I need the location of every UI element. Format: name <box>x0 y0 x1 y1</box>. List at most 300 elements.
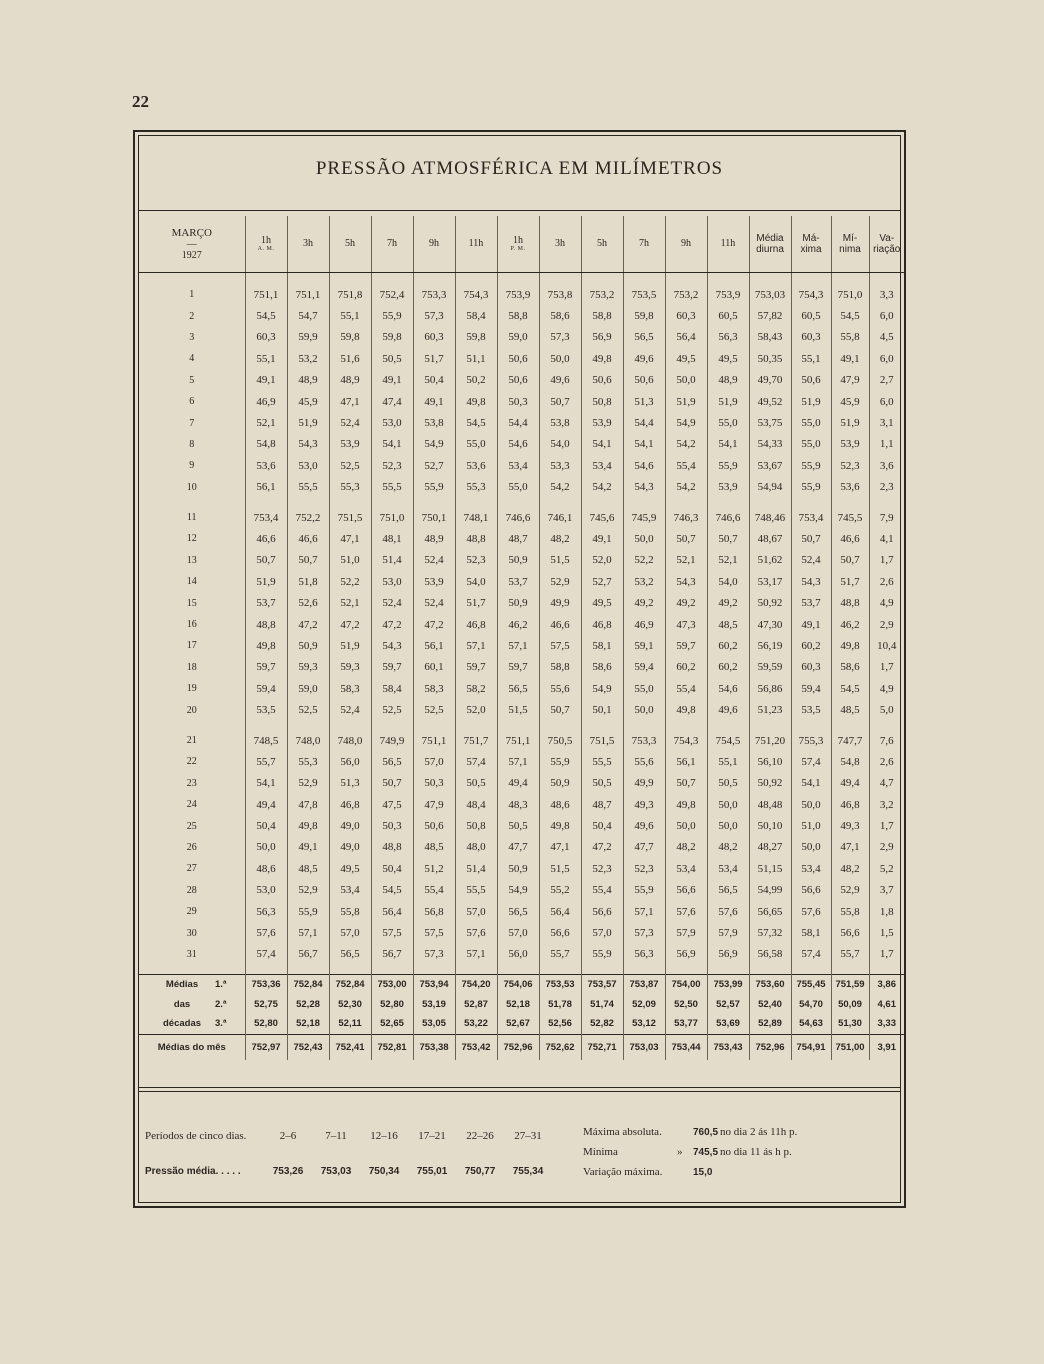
minima-cell: 54,8 <box>831 751 869 772</box>
table-row <box>139 284 904 305</box>
pressure-cell: 51,1 <box>455 348 497 369</box>
pressure-cell: 55,3 <box>329 477 371 498</box>
pressure-cell: 55,1 <box>707 751 749 772</box>
pressure-cell: 60,2 <box>665 657 707 678</box>
pressure-cell: 753,5 <box>623 284 665 305</box>
pressure-cell: 753,2 <box>665 284 707 305</box>
pressure-cell: 60,2 <box>707 635 749 656</box>
hour-header <box>329 216 371 272</box>
maxima-cell: 51,9 <box>791 391 831 412</box>
pressure-cell: 52,7 <box>413 455 455 476</box>
spacer-cell <box>749 498 791 507</box>
pressure-cell: 49,5 <box>707 348 749 369</box>
spacer-cell <box>665 721 707 730</box>
table-row <box>139 412 904 433</box>
pressure-cell: 57,6 <box>665 901 707 922</box>
pressure-cell: 52,1 <box>665 550 707 571</box>
pressure-cell: 749,9 <box>371 730 413 751</box>
decade-mean-label <box>139 974 245 994</box>
pressure-cell: 53,4 <box>707 858 749 879</box>
decade-ordinal: 2.ª <box>215 998 227 1010</box>
page-title: PRESSÃO ATMOSFÉRICA EM MILÍMETROS <box>315 158 724 179</box>
pressure-cell: 51,5 <box>539 550 581 571</box>
spacer-cell <box>287 272 329 284</box>
variacao-cell: 5,0 <box>869 699 904 720</box>
mean-media-cell: 52,40 <box>749 994 791 1014</box>
table-row <box>139 858 904 879</box>
minima-cell: 53,6 <box>831 477 869 498</box>
hour-header <box>539 216 581 272</box>
pressure-cell: 50,0 <box>665 370 707 391</box>
mean-cell: 53,22 <box>455 1014 497 1034</box>
pressure-cell: 52,9 <box>287 773 329 794</box>
hour-label: 11h <box>720 238 736 250</box>
period-range: 12–16 <box>370 1130 398 1142</box>
pressure-cell: 59,8 <box>329 327 371 348</box>
pressure-cell: 52,1 <box>245 412 287 433</box>
pressure-cell: 50,4 <box>371 858 413 879</box>
pressure-cell: 49,6 <box>539 370 581 391</box>
pressure-cell: 57,3 <box>413 944 455 965</box>
mean-cell: 52,09 <box>623 994 665 1014</box>
media-diurna-cell: 49,70 <box>749 370 791 391</box>
maxima-cell: 51,0 <box>791 815 831 836</box>
pressure-cell: 49,2 <box>623 592 665 613</box>
pressure-table <box>139 216 904 1060</box>
decade-ordinal: 3.ª <box>215 1018 227 1030</box>
pressure-cell: 50,9 <box>497 592 539 613</box>
mean-cell: 752,84 <box>329 974 371 994</box>
pressure-cell: 52,4 <box>329 699 371 720</box>
pressure-cell: 55,5 <box>455 880 497 901</box>
hour-label: 11h <box>468 238 484 250</box>
pressure-cell: 53,9 <box>581 412 623 433</box>
minima-cell: 55,7 <box>831 944 869 965</box>
pressure-cell: 53,3 <box>539 455 581 476</box>
variacao-cell: 6,0 <box>869 391 904 412</box>
pressure-cell: 54,1 <box>245 773 287 794</box>
pressure-cell: 59,3 <box>329 657 371 678</box>
pressure-cell: 54,9 <box>665 412 707 433</box>
pressure-cell: 53,9 <box>413 571 455 592</box>
pressure-cell: 49,1 <box>287 837 329 858</box>
pressure-cell: 48,8 <box>245 614 287 635</box>
day-cell: 15 <box>186 597 197 609</box>
pressure-cell: 54,1 <box>581 434 623 455</box>
day-cell: 5 <box>189 374 195 386</box>
table-row <box>139 370 904 391</box>
pressure-cell: 750,1 <box>413 507 455 528</box>
mean-min-cell: 751,59 <box>831 974 869 994</box>
variacao-cell: 4,9 <box>869 592 904 613</box>
pressure-cell: 48,2 <box>539 528 581 549</box>
table-row <box>139 815 904 836</box>
maxima-cell: 60,3 <box>791 327 831 348</box>
pressure-cell: 48,5 <box>707 614 749 635</box>
pressure-cell: 56,5 <box>623 327 665 348</box>
variacao-cell: 6,0 <box>869 305 904 326</box>
variacao-cell: 1,7 <box>869 944 904 965</box>
pressure-cell: 56,1 <box>413 635 455 656</box>
spacer-cell <box>869 721 904 730</box>
minima-cell: 51,7 <box>831 571 869 592</box>
variacao-cell: 1,5 <box>869 922 904 943</box>
spacer-cell <box>791 965 831 974</box>
pressure-cell: 49,2 <box>707 592 749 613</box>
pressure-cell: 49,3 <box>623 794 665 815</box>
table-row <box>139 944 904 965</box>
year-label: 1927 <box>181 249 202 261</box>
hour-header <box>413 216 455 272</box>
pressure-cell: 53,9 <box>707 477 749 498</box>
spacer-cell <box>139 272 245 284</box>
mean-cell: 52,87 <box>455 994 497 1014</box>
pressure-cell: 58,8 <box>581 305 623 326</box>
pressure-cell: 54,1 <box>623 434 665 455</box>
media-diurna-cell: 753,03 <box>749 284 791 305</box>
day-cell: 20 <box>186 704 197 716</box>
pressure-cell: 55,9 <box>539 751 581 772</box>
minima-cell: 49,1 <box>831 348 869 369</box>
pressure-cell: 58,6 <box>581 657 623 678</box>
pressure-cell: 51,9 <box>707 391 749 412</box>
media-diurna-cell: 57,32 <box>749 922 791 943</box>
day-cell: 7 <box>189 417 195 429</box>
pressure-cell: 55,0 <box>623 678 665 699</box>
pressure-cell: 53,7 <box>497 571 539 592</box>
table-row <box>139 699 904 720</box>
pressure-cell: 55,9 <box>413 477 455 498</box>
pressure-cell: 51,5 <box>539 858 581 879</box>
day-cell: 19 <box>186 683 197 695</box>
spacer-cell <box>413 721 455 730</box>
month-mean-cell: 752,43 <box>287 1034 329 1060</box>
month-mean-cell: 752,41 <box>329 1034 371 1060</box>
maxima-cell: 55,9 <box>791 455 831 476</box>
media-diurna-cell: 48,27 <box>749 837 791 858</box>
variacao-cell: 4,5 <box>869 327 904 348</box>
pressure-cell: 60,5 <box>707 305 749 326</box>
pressure-cell: 57,1 <box>623 901 665 922</box>
table-row <box>139 477 904 498</box>
pressure-cell: 751,0 <box>371 507 413 528</box>
minima-cell: 55,8 <box>831 901 869 922</box>
pressure-cell: 58,8 <box>497 305 539 326</box>
day-cell: 2 <box>189 310 195 322</box>
pressure-cell: 52,1 <box>329 592 371 613</box>
pressure-cell: 50,8 <box>455 815 497 836</box>
day-cell: 13 <box>186 554 197 566</box>
hour-label: 3h <box>303 238 313 250</box>
table-row <box>139 391 904 412</box>
maxima-cell: 57,4 <box>791 751 831 772</box>
month-mean-label: Médias do mês <box>139 1034 245 1060</box>
pressure-cell: 49,8 <box>581 348 623 369</box>
pressure-cell: 54,3 <box>665 571 707 592</box>
variacao-cell: 3,2 <box>869 794 904 815</box>
maxima-cell: 55,0 <box>791 434 831 455</box>
minima-cell: 51,9 <box>831 412 869 433</box>
mean-cell: 52,56 <box>539 1014 581 1034</box>
pressure-cell: 56,5 <box>371 751 413 772</box>
pressure-cell: 52,3 <box>581 858 623 879</box>
pressure-cell: 51,9 <box>287 412 329 433</box>
pressure-cell: 53,8 <box>539 412 581 433</box>
pressure-cell: 50,6 <box>497 348 539 369</box>
pressure-cell: 56,9 <box>665 944 707 965</box>
minima-cell: 46,8 <box>831 794 869 815</box>
media-diurna-cell: 51,23 <box>749 699 791 720</box>
media-diurna-cell: 47,30 <box>749 614 791 635</box>
pressure-cell: 57,3 <box>413 305 455 326</box>
pressure-cell: 59,3 <box>287 657 329 678</box>
mean-var-cell: 3,86 <box>869 974 904 994</box>
pressure-cell: 52,5 <box>287 699 329 720</box>
pressure-cell: 50,2 <box>455 370 497 391</box>
pressure-cell: 54,4 <box>497 412 539 433</box>
pressure-cell: 58,8 <box>539 657 581 678</box>
variacao-cell: 10,4 <box>869 635 904 656</box>
spacer-row <box>139 721 904 730</box>
pressure-cell: 750,5 <box>539 730 581 751</box>
pressure-cell: 59,9 <box>287 327 329 348</box>
spacer-cell <box>623 498 665 507</box>
spacer-cell <box>413 498 455 507</box>
pressure-cell: 752,4 <box>371 284 413 305</box>
pressure-cell: 54,2 <box>581 477 623 498</box>
pressure-cell: 46,8 <box>329 794 371 815</box>
variacao-header <box>869 216 904 272</box>
spacer-cell <box>623 965 665 974</box>
table-row <box>139 922 904 943</box>
pressure-cell: 49,0 <box>329 837 371 858</box>
pressure-cell: 52,5 <box>329 455 371 476</box>
pressure-cell: 48,4 <box>455 794 497 815</box>
spacer-cell <box>245 272 287 284</box>
media-diurna-cell: 57,82 <box>749 305 791 326</box>
day-cell: 17 <box>186 640 197 652</box>
maxima-cell: 60,5 <box>791 305 831 326</box>
day-cell: 24 <box>186 799 197 811</box>
pressure-cell: 50,6 <box>497 370 539 391</box>
maxima-cell: 753,4 <box>791 507 831 528</box>
spacer-cell <box>455 965 497 974</box>
media-diurna-cell: 53,17 <box>749 571 791 592</box>
pressure-cell: 57,1 <box>455 944 497 965</box>
table-row <box>139 794 904 815</box>
pressure-cell: 748,1 <box>455 507 497 528</box>
table-row <box>139 327 904 348</box>
minima-cell: 46,2 <box>831 614 869 635</box>
table-row <box>139 657 904 678</box>
mean-var-cell: 3,33 <box>869 1014 904 1034</box>
mean-cell: 52,50 <box>665 994 707 1014</box>
hour-header <box>623 216 665 272</box>
variacao-cell: 4,7 <box>869 773 904 794</box>
pressure-cell: 50,0 <box>707 815 749 836</box>
minima-cell: 47,1 <box>831 837 869 858</box>
maxima-cell: 60,2 <box>791 635 831 656</box>
table-row <box>139 635 904 656</box>
table-row <box>139 773 904 794</box>
pressure-cell: 51,6 <box>329 348 371 369</box>
hour-header <box>245 216 287 272</box>
pressure-cell: 51,9 <box>665 391 707 412</box>
pressure-cell: 53,7 <box>245 592 287 613</box>
pressure-cell: 56,6 <box>665 880 707 901</box>
spacer-cell <box>539 272 581 284</box>
pressure-cell: 59,1 <box>623 635 665 656</box>
hour-sub-label: P. M. <box>510 246 526 253</box>
table-row <box>139 880 904 901</box>
pressure-cell: 55,0 <box>455 434 497 455</box>
pressure-cell: 47,9 <box>413 794 455 815</box>
pressure-cell: 58,2 <box>455 678 497 699</box>
mean-cell: 753,57 <box>581 974 623 994</box>
pressure-cell: 57,4 <box>455 751 497 772</box>
day-cell: 18 <box>186 661 197 673</box>
maxima-cell: 55,9 <box>791 477 831 498</box>
pressure-cell: 54,5 <box>245 305 287 326</box>
mean-cell: 754,06 <box>497 974 539 994</box>
minima-cell: 46,6 <box>831 528 869 549</box>
pressure-cell: 55,1 <box>329 305 371 326</box>
pressure-cell: 50,0 <box>245 837 287 858</box>
pressure-cell: 52,3 <box>623 858 665 879</box>
minima-cell: 45,9 <box>831 391 869 412</box>
pressure-cell: 49,0 <box>329 815 371 836</box>
pressure-cell: 47,3 <box>665 614 707 635</box>
pressure-cell: 54,3 <box>287 434 329 455</box>
pressure-cell: 52,4 <box>413 592 455 613</box>
maxima-cell: 56,6 <box>791 880 831 901</box>
pressure-cell: 56,6 <box>539 922 581 943</box>
media-diurna-cell: 56,58 <box>749 944 791 965</box>
pressure-cell: 54,0 <box>707 571 749 592</box>
pressure-cell: 56,6 <box>581 901 623 922</box>
spacer-cell <box>371 965 413 974</box>
hour-header <box>707 216 749 272</box>
pressure-cell: 751,5 <box>581 730 623 751</box>
pressure-cell: 54,6 <box>707 678 749 699</box>
minima-cell: 48,2 <box>831 858 869 879</box>
spacer-cell <box>245 498 287 507</box>
month-mean-cell: 753,42 <box>455 1034 497 1060</box>
pressure-cell: 753,9 <box>497 284 539 305</box>
pressure-cell: 48,9 <box>413 528 455 549</box>
header-text: nima <box>839 243 861 255</box>
media-diurna-cell: 56,86 <box>749 678 791 699</box>
pressure-cell: 57,3 <box>623 922 665 943</box>
pressure-cell: 47,1 <box>539 837 581 858</box>
mean-cell: 52,30 <box>329 994 371 1014</box>
media-diurna-cell: 56,65 <box>749 901 791 922</box>
maxima-cell: 50,0 <box>791 794 831 815</box>
spacer-cell <box>329 272 371 284</box>
pressure-cell: 57,0 <box>413 751 455 772</box>
spacer-cell <box>497 965 539 974</box>
minima-cell: 53,9 <box>831 434 869 455</box>
minima-cell: 56,6 <box>831 922 869 943</box>
spacer-cell <box>371 721 413 730</box>
pressure-cell: 45,9 <box>287 391 329 412</box>
mean-cell: 53,05 <box>413 1014 455 1034</box>
pressure-cell: 47,2 <box>287 614 329 635</box>
pressure-cell: 52,5 <box>413 699 455 720</box>
pressure-cell: 46,6 <box>245 528 287 549</box>
pressure-cell: 49,2 <box>665 592 707 613</box>
minima-cell: 49,3 <box>831 815 869 836</box>
pressure-cell: 51,5 <box>497 699 539 720</box>
pressure-cell: 51,8 <box>287 571 329 592</box>
mean-media-cell: 753,60 <box>749 974 791 994</box>
minima-cell: 54,5 <box>831 305 869 326</box>
header-text: Va- <box>879 232 895 244</box>
variacao-cell: 1,7 <box>869 550 904 571</box>
spacer-cell <box>139 721 245 730</box>
pressure-cell: 56,0 <box>329 751 371 772</box>
minima-cell: 48,5 <box>831 699 869 720</box>
month-mean-cell: 753,38 <box>413 1034 455 1060</box>
pressure-cell: 51,4 <box>455 858 497 879</box>
pressure-cell: 53,4 <box>329 880 371 901</box>
media-diurna-cell: 48,67 <box>749 528 791 549</box>
mean-cell: 53,69 <box>707 1014 749 1034</box>
pressure-cell: 751,1 <box>413 730 455 751</box>
var-max-label: Variação máxima. <box>583 1166 663 1178</box>
pressure-mean-value: 750,34 <box>368 1166 400 1177</box>
min-abs-value: 745,5 <box>693 1147 719 1158</box>
pressure-cell: 48,9 <box>707 370 749 391</box>
pressure-cell: 53,5 <box>245 699 287 720</box>
pressure-cell: 55,4 <box>665 678 707 699</box>
hour-header <box>371 216 413 272</box>
pressure-cell: 48,8 <box>455 528 497 549</box>
maxima-cell: 52,4 <box>791 550 831 571</box>
pressure-cell: 48,9 <box>329 370 371 391</box>
pressure-cell: 50,5 <box>707 773 749 794</box>
pressure-cell: 55,6 <box>539 678 581 699</box>
maxima-cell: 754,3 <box>791 284 831 305</box>
spacer-cell <box>287 965 329 974</box>
pressure-cell: 56,4 <box>371 901 413 922</box>
pressure-cell: 57,0 <box>581 922 623 943</box>
pressure-mean-value: 755,34 <box>512 1166 544 1177</box>
pressure-cell: 58,1 <box>581 635 623 656</box>
spacer-cell <box>497 498 539 507</box>
minima-cell: 58,6 <box>831 657 869 678</box>
pressure-cell: 57,5 <box>413 922 455 943</box>
pressure-cell: 51,4 <box>371 550 413 571</box>
maxima-cell: 53,7 <box>791 592 831 613</box>
month-mean-cell: 752,97 <box>245 1034 287 1060</box>
min-abs-ditto: » <box>677 1146 683 1158</box>
pressure-cell: 47,2 <box>371 614 413 635</box>
pressure-cell: 54,3 <box>623 477 665 498</box>
pressure-cell: 50,4 <box>581 815 623 836</box>
pressure-cell: 58,4 <box>371 678 413 699</box>
max-abs-label: Máxima absoluta. <box>583 1126 662 1138</box>
spacer-cell <box>287 498 329 507</box>
spacer-cell <box>139 965 245 974</box>
maxima-cell: 50,7 <box>791 528 831 549</box>
media-diurna-cell: 748,46 <box>749 507 791 528</box>
pressure-cell: 56,5 <box>497 901 539 922</box>
header-row <box>139 216 904 272</box>
pressure-cell: 59,4 <box>245 678 287 699</box>
pressure-cell: 50,7 <box>707 528 749 549</box>
day-cell: 6 <box>189 396 195 408</box>
